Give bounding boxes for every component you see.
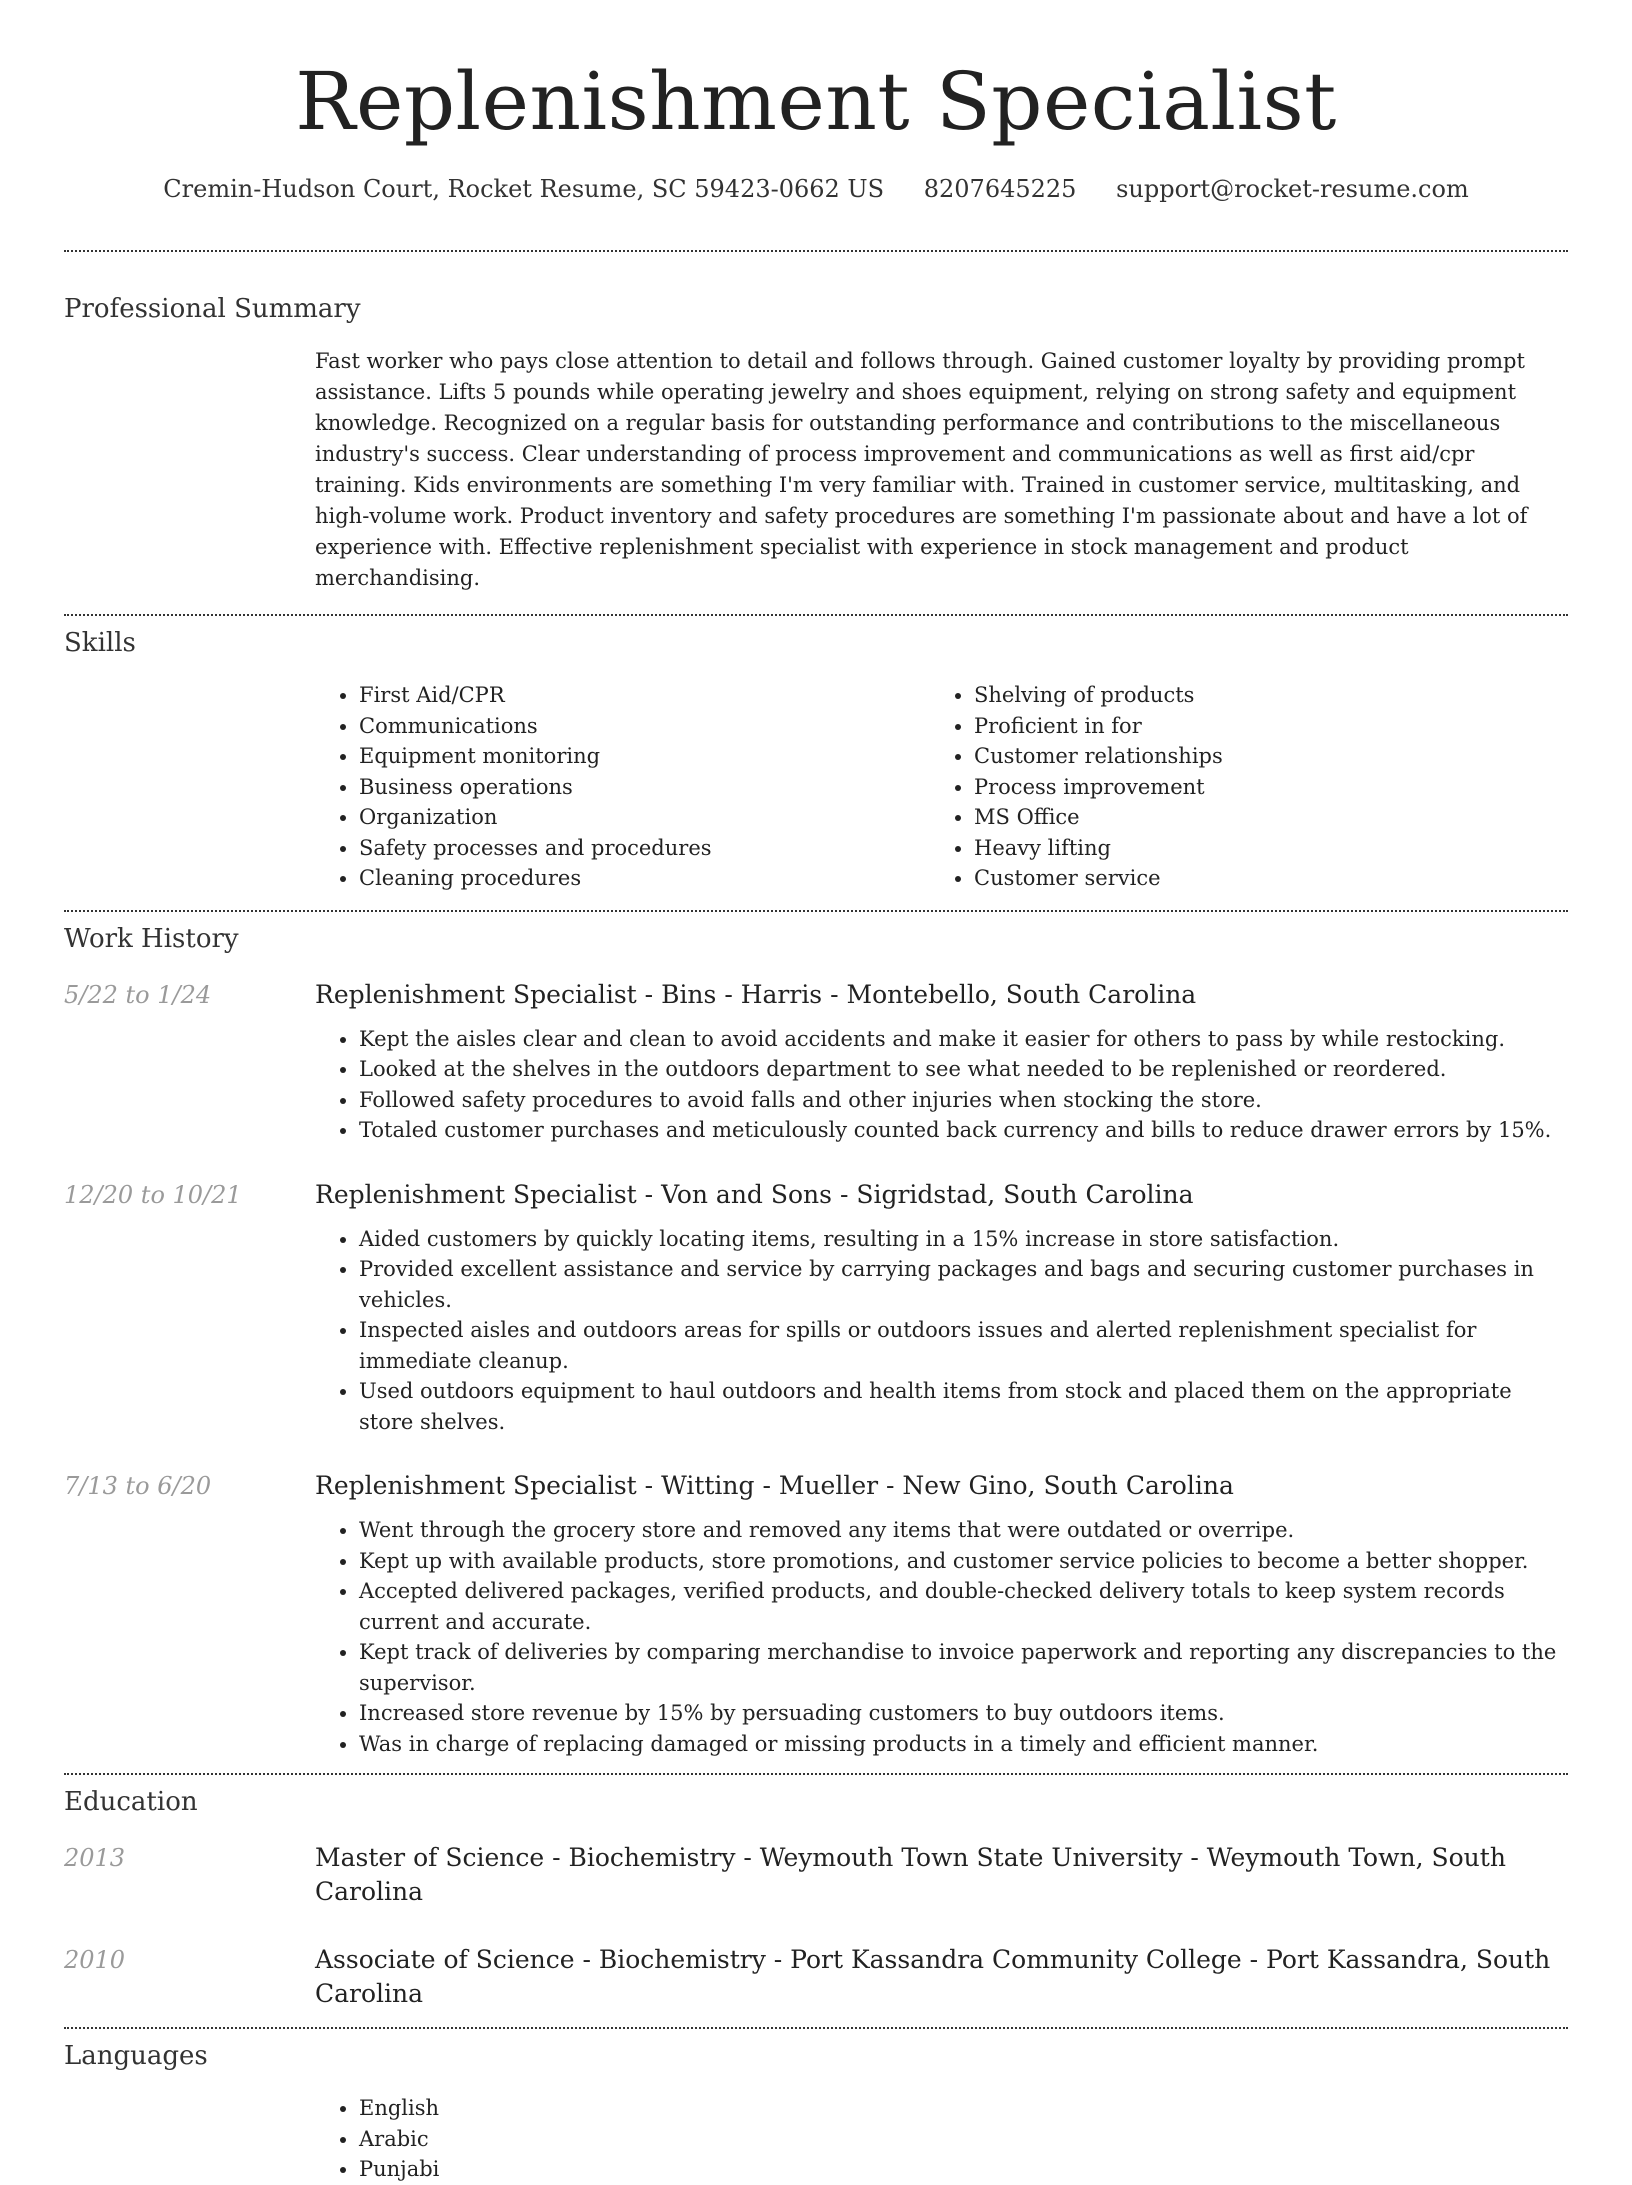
- job-bullet: • Kept up with available products, store promotions, and customer service policies to become a better shopper.: [359, 1546, 1568, 1577]
- section-title-work-history: Work History: [64, 923, 239, 954]
- resume-page: [64, 0, 1568, 2185]
- languages-list-wrap: [315, 2093, 1568, 2185]
- skills-list-left: [315, 680, 930, 894]
- job-bullet: • Totaled customer purchases and meticulously counted back currency and bills to reduce drawer errors by 15%.: [359, 1115, 1568, 1146]
- job-dates: 7/13 to 6/20: [64, 1472, 212, 1500]
- section-divider: [64, 2027, 1568, 2029]
- work-history-section: [64, 922, 1568, 1760]
- section-title-education: Education: [64, 1787, 198, 1817]
- contact-phone: 8207645225: [923, 175, 1077, 203]
- job-bullet: • Used outdoors equipment to haul outdoors and health items from stock and placed them on the appropriate store shelves.: [359, 1376, 1568, 1437]
- skill-item: • Process improvement: [974, 772, 1545, 803]
- job-bullet: • Was in charge of replacing damaged or missing products in a timely and efficient manner.: [359, 1729, 1568, 1760]
- job-dates: 12/20 to 10/21: [64, 1180, 242, 1209]
- education-year: 2013: [64, 1844, 126, 1872]
- contact-line: [64, 172, 1568, 206]
- job-bullet: • Increased store revenue by 15% by persuading customers to buy outdoors items.: [359, 1698, 1568, 1729]
- skill-item: • Business operations: [359, 772, 930, 803]
- job-entry: [64, 978, 1568, 1146]
- job-title: Replenishment Specialist - Von and Sons - Sigridstad, South Carolina: [315, 1179, 1194, 1209]
- skill-item: • MS Office: [974, 802, 1545, 833]
- education-entry: [64, 1841, 1568, 1909]
- contact-email: support@rocket-resume.com: [1116, 175, 1469, 203]
- education-degree: Associate of Science - Biochemistry - Port Kassandra Community College - Port Kassandra, South Carolina: [315, 1945, 1551, 2008]
- section-divider: [64, 250, 1568, 252]
- job-bullet: • Went through the grocery store and removed any items that were outdated or overripe.: [359, 1515, 1568, 1546]
- skill-item: • Organization: [359, 802, 930, 833]
- job-bullets: [315, 1515, 1568, 1759]
- language-item: • English: [359, 2093, 1568, 2124]
- section-divider: [64, 1773, 1568, 1775]
- job-bullet: • Followed safety procedures to avoid falls and other injuries when stocking the store.: [359, 1085, 1568, 1116]
- skills-section: [64, 626, 1568, 894]
- job-title: Replenishment Specialist - Bins - Harris - Montebello, South Carolina: [315, 979, 1197, 1009]
- job-bullet: • Provided excellent assistance and service by carrying packages and bags and securing customer purchases in vehicles.: [359, 1254, 1568, 1315]
- section-title-languages: Languages: [64, 2041, 208, 2071]
- skill-item: • Safety processes and procedures: [359, 833, 930, 864]
- job-bullet: • Kept track of deliveries by comparing merchandise to invoice paperwork and reporting any discrepancies to the supervisor.: [359, 1637, 1568, 1698]
- section-title-summary: Professional Summary: [64, 294, 361, 324]
- contact-address: Cremin-Hudson Court, Rocket Resume, SC 59423-0662 US: [163, 175, 885, 203]
- education-degree: Master of Science - Biochemistry - Weymouth Town State University - Weymouth Town, South Carolina: [315, 1843, 1506, 1906]
- job-bullets: [315, 1024, 1568, 1146]
- language-item: • Arabic: [359, 2124, 1568, 2155]
- job-header: [64, 1178, 1568, 1212]
- languages-list: [315, 2093, 1568, 2185]
- skill-item: • Cleaning procedures: [359, 863, 930, 894]
- skills-columns: [315, 680, 1568, 894]
- education-entry: [64, 1943, 1568, 2011]
- summary-section: [64, 292, 1568, 594]
- skill-item: • Customer relationships: [974, 741, 1545, 772]
- resume-name: Replenishment Specialist: [295, 55, 1337, 148]
- job-entry: [64, 1178, 1568, 1438]
- job-header: [64, 978, 1568, 1012]
- skill-item: • Heavy lifting: [974, 833, 1545, 864]
- job-bullet: • Looked at the shelves in the outdoors department to see what needed to be replenished or reordered.: [359, 1054, 1568, 1085]
- education-year: 2010: [64, 1946, 126, 1974]
- skill-item: • Proficient in for: [974, 711, 1545, 742]
- skills-column-left: [315, 680, 930, 894]
- skills-column-right: [930, 680, 1545, 894]
- language-item: • Punjabi: [359, 2154, 1568, 2185]
- job-bullet: • Aided customers by quickly locating items, resulting in a 15% increase in store satisfaction.: [359, 1224, 1568, 1255]
- skill-item: • Shelving of products: [974, 680, 1545, 711]
- section-divider: [64, 614, 1568, 616]
- skill-item: • First Aid/CPR: [359, 680, 930, 711]
- job-bullets: [315, 1224, 1568, 1438]
- summary-text: Fast worker who pays close attention to detail and follows through. Gained customer loyalty by providing prompt assistance. Lifts 5 pounds while operating jewelry and shoes equipment, relying on strong safety and equipment knowledge. Recognized on a regular basis for outstanding performance and contributions to the miscellaneous industry's success. Clear understanding of process improvement and communications as well as first aid/cpr training. Kids environments are something I'm very familiar with. Trained in customer service, multitasking, and high-volume work. Product inventory and safety procedures are something I'm passionate about and have a lot of experience with. Effective replenishment specialist with experience in stock management and product merchandising.: [315, 349, 1528, 590]
- skill-item: • Equipment monitoring: [359, 741, 930, 772]
- job-bullet: • Kept the aisles clear and clean to avoid accidents and make it easier for others to pass by while restocking.: [359, 1024, 1568, 1055]
- section-divider: [64, 910, 1568, 912]
- education-section: [64, 1785, 1568, 2011]
- skills-list-right: [930, 680, 1545, 894]
- job-bullet: • Accepted delivered packages, verified products, and double-checked delivery totals to keep system records current and accurate.: [359, 1576, 1568, 1637]
- job-title: Replenishment Specialist - Witting - Mueller - New Gino, South Carolina: [315, 1471, 1234, 1500]
- skill-item: • Customer service: [974, 863, 1545, 894]
- job-bullet: • Inspected aisles and outdoors areas for spills or outdoors issues and alerted replenishment specialist for immediate cleanup.: [359, 1315, 1568, 1376]
- job-dates: 5/22 to 1/24: [64, 980, 212, 1009]
- job-entry: [64, 1469, 1568, 1759]
- section-title-skills: Skills: [64, 628, 136, 658]
- job-header: [64, 1469, 1568, 1503]
- skill-item: • Communications: [359, 711, 930, 742]
